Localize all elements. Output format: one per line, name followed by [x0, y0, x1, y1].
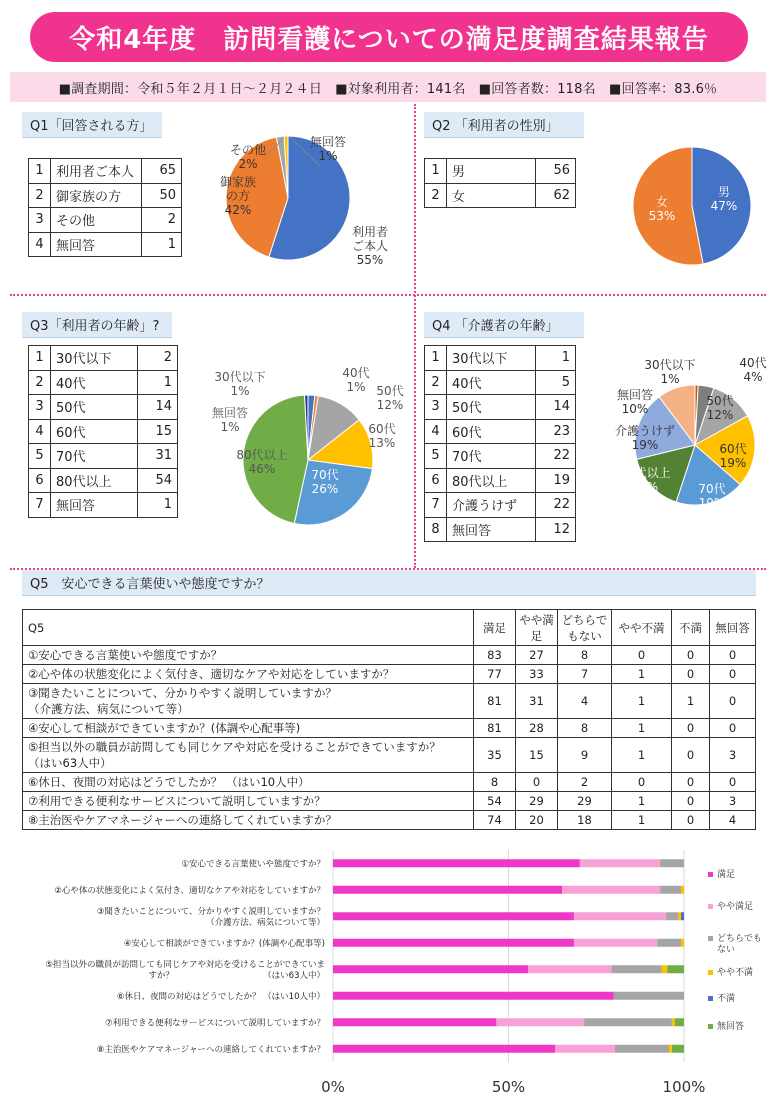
- cell-value: 1: [612, 792, 672, 811]
- divider-vertical: [414, 104, 416, 568]
- table-row: [425, 517, 576, 542]
- row-label: 50代: [447, 395, 536, 420]
- cell-value: 35: [474, 738, 516, 773]
- table-row: [425, 395, 576, 420]
- cell-value: 4: [710, 811, 756, 830]
- bar-segment: [574, 939, 657, 947]
- cell-value: 1: [612, 719, 672, 738]
- legend-swatch: [708, 936, 713, 941]
- cell-value: 0: [710, 773, 756, 792]
- row-value: 15: [138, 419, 178, 444]
- pie-label: 50代 12%: [376, 384, 404, 412]
- table-row: [23, 773, 756, 792]
- row-label: 介護うけず: [447, 493, 536, 518]
- row-value: 14: [138, 395, 178, 420]
- cell-value: 0: [672, 646, 710, 665]
- row-number: 1: [425, 346, 447, 371]
- bar-segment: [333, 1045, 555, 1053]
- table-row: [29, 370, 178, 395]
- cell-value: 20: [516, 811, 558, 830]
- question-text: ④安心して相談ができていますか？(体調や心配事等): [28, 721, 301, 735]
- bar-segment: [333, 992, 614, 1000]
- page-title: 令和4年度 訪問看護についての満足度調査結果報告: [30, 12, 748, 62]
- table-row: [29, 183, 182, 208]
- row-number: 4: [29, 419, 51, 444]
- q4-pie-chart: [595, 355, 773, 525]
- row-number: 4: [29, 232, 51, 257]
- cell-value: 8: [558, 719, 612, 738]
- cell-value: 33: [516, 665, 558, 684]
- pie-label: 男 47%: [710, 185, 738, 213]
- bar-segment: [555, 1045, 615, 1053]
- row-number: 1: [425, 159, 447, 184]
- pie-label: 50代 12%: [706, 394, 734, 422]
- q2-heading: Q2 「利用者の性別」: [424, 112, 584, 138]
- table-row: [425, 159, 576, 184]
- pie-label: 女 53%: [648, 195, 676, 223]
- question-label: [23, 792, 474, 811]
- table-row: [29, 159, 182, 184]
- bar-segment: [672, 1045, 684, 1053]
- row-value: 65: [142, 159, 182, 184]
- category-label: （介護方法、病気について等）: [206, 917, 325, 928]
- row-number: 4: [425, 419, 447, 444]
- question-label: [23, 684, 474, 719]
- bar-segment: [681, 939, 684, 947]
- category-label: ⑥休日、夜間の対応はどうでしたか？ （はい10人中）: [116, 991, 325, 1002]
- row-number: 7: [425, 493, 447, 518]
- cell-value: 0: [612, 646, 672, 665]
- pie-label: 80代以上 16%: [619, 466, 671, 494]
- x-tick-label: 50%: [491, 1078, 526, 1096]
- question-text: ⑧主治医やケアマネージャーへの連絡してくれていますか？: [28, 813, 337, 827]
- bar-segment: [584, 1018, 672, 1026]
- question-text: ③聞きたいことについて、分かりやすく説明していますか？: [28, 686, 337, 700]
- bar-segment: [612, 965, 662, 973]
- pie-label: 60代 19%: [719, 442, 747, 470]
- legend-label: ない: [717, 945, 736, 955]
- cell-value: 74: [474, 811, 516, 830]
- pie-label: 無回答 10%: [616, 388, 654, 416]
- bar-segment: [333, 939, 574, 947]
- bar-segment: [333, 859, 580, 867]
- cell-value: 31: [516, 684, 558, 719]
- pie-label: 無回答 1%: [211, 406, 249, 434]
- row-value: 2: [138, 346, 178, 371]
- table-row: [23, 719, 756, 738]
- pie-label: 無回答 1%: [309, 135, 347, 163]
- row-label: 70代: [51, 444, 138, 469]
- row-number: 5: [29, 444, 51, 469]
- cell-value: 8: [474, 773, 516, 792]
- pie-label: 30代以下 1%: [214, 370, 266, 398]
- legend-label: 無回答: [717, 1022, 745, 1032]
- row-label: その他: [51, 208, 142, 233]
- row-value: 22: [536, 493, 576, 518]
- row-label: 50代: [51, 395, 138, 420]
- bar-segment: [675, 1018, 684, 1026]
- table-row: [425, 183, 576, 208]
- row-label: 40代: [51, 370, 138, 395]
- row-number: 3: [29, 395, 51, 420]
- cell-value: 1: [672, 684, 710, 719]
- bar-segment: [672, 1018, 675, 1026]
- bar-segment: [615, 1045, 669, 1053]
- question-label: [23, 719, 474, 738]
- bar-segment: [333, 965, 528, 973]
- question-label: [23, 738, 474, 773]
- q5-heading: Q5 安心できる言葉使いや態度ですか？: [22, 570, 756, 596]
- q5-stacked-bar-chart: [0, 842, 778, 1100]
- row-label: 無回答: [51, 232, 142, 257]
- row-label: 60代: [51, 419, 138, 444]
- row-number: 1: [29, 346, 51, 371]
- row-number: 2: [425, 370, 447, 395]
- row-value: 2: [142, 208, 182, 233]
- table-row: [23, 738, 756, 773]
- cell-value: 29: [516, 792, 558, 811]
- row-value: 22: [536, 444, 576, 469]
- bar-segment: [614, 992, 684, 1000]
- question-label: [23, 646, 474, 665]
- bar-segment: [562, 886, 660, 894]
- cell-value: 0: [710, 646, 756, 665]
- row-value: 5: [536, 370, 576, 395]
- x-tick-label: 100%: [662, 1078, 706, 1096]
- column-header: どちらでもない: [558, 610, 612, 646]
- cell-value: 8: [558, 646, 612, 665]
- question-note: （介護方法、病気について等）: [28, 702, 189, 716]
- question-label: [23, 665, 474, 684]
- category-label: ③聞きたいことについて、分かりやすく説明していますか？: [96, 906, 325, 917]
- question-text: ②心や体の状態変化によく気付き、適切なケアや対応をしていますか？: [28, 667, 395, 681]
- question-text: ⑥休日、夜間の対応はどうでしたか？ （はい10人中）: [28, 775, 310, 789]
- q5-table-title: Q5: [23, 610, 474, 646]
- row-value: 14: [536, 395, 576, 420]
- divider-horizontal: [10, 294, 766, 296]
- table-row: [29, 493, 178, 518]
- question-note: （はい63人中）: [28, 756, 112, 770]
- q1-table: [28, 158, 182, 257]
- pie-label: 40代 1%: [342, 366, 370, 394]
- bar-segment: [528, 965, 612, 973]
- cell-value: 0: [672, 738, 710, 773]
- table-row: [23, 792, 756, 811]
- cell-value: 0: [672, 773, 710, 792]
- category-label: ①安心できる言葉使いや態度ですか？: [181, 859, 325, 870]
- legend-swatch: [708, 904, 713, 909]
- bar-segment: [681, 886, 684, 894]
- question-text: ⑤担当以外の職員が訪問しても同じケアや対応を受けることができていますか？: [28, 740, 441, 754]
- row-value: 54: [138, 468, 178, 493]
- row-label: 無回答: [51, 493, 138, 518]
- bar-segment: [580, 859, 660, 867]
- row-value: 1: [536, 346, 576, 371]
- cell-value: 77: [474, 665, 516, 684]
- bar-segment: [660, 886, 681, 894]
- question-label: [23, 773, 474, 792]
- legend-swatch: [708, 996, 713, 1001]
- row-label: 30代以下: [447, 346, 536, 371]
- legend-label: やや不満: [717, 968, 754, 978]
- pie-label: 70代 19%: [698, 482, 726, 510]
- category-label: すか？ （はい63人中）: [148, 970, 325, 981]
- legend-label: どちらでも: [717, 934, 762, 944]
- row-number: 7: [29, 493, 51, 518]
- bar-segment: [678, 912, 681, 920]
- row-label: 40代: [447, 370, 536, 395]
- cell-value: 0: [710, 665, 756, 684]
- q1-heading: Q1「回答される方」: [22, 112, 162, 138]
- row-label: 利用者ご本人: [51, 159, 142, 184]
- row-number: 2: [29, 183, 51, 208]
- legend-swatch: [708, 1024, 713, 1029]
- q2-pie-chart: [620, 140, 760, 275]
- cell-value: 27: [516, 646, 558, 665]
- cell-value: 1: [612, 811, 672, 830]
- cell-value: 0: [710, 719, 756, 738]
- table-row: [23, 811, 756, 830]
- question-text: ①安心できる言葉使いや態度ですか？: [28, 648, 223, 662]
- table-row: [29, 232, 182, 257]
- legend-swatch: [708, 970, 713, 975]
- row-value: 56: [536, 159, 576, 184]
- row-number: 2: [29, 370, 51, 395]
- pie-label: 40代 4%: [739, 356, 767, 384]
- table-row: [425, 370, 576, 395]
- pie-label: 介護うけず 19%: [614, 424, 676, 452]
- row-value: 62: [536, 183, 576, 208]
- row-label: 60代: [447, 419, 536, 444]
- row-label: 女: [447, 183, 536, 208]
- column-header: やや不満: [612, 610, 672, 646]
- cell-value: 2: [558, 773, 612, 792]
- table-row: [425, 468, 576, 493]
- row-value: 12: [536, 517, 576, 542]
- table-row: [29, 208, 182, 233]
- row-number: 3: [29, 208, 51, 233]
- q2-table: [424, 158, 576, 208]
- table-row: [23, 684, 756, 719]
- q4-heading: Q4 「介護者の年齢」: [424, 312, 584, 338]
- cell-value: 1: [612, 665, 672, 684]
- category-label: ⑦利用できる便利なサービスについて説明していますか？: [105, 1018, 325, 1029]
- bar-segment: [660, 859, 684, 867]
- cell-value: 0: [672, 719, 710, 738]
- cell-value: 7: [558, 665, 612, 684]
- cell-value: 0: [612, 773, 672, 792]
- q3-table: [28, 345, 178, 518]
- bar-segment: [681, 912, 684, 920]
- bar-segment: [333, 886, 562, 894]
- cell-value: 9: [558, 738, 612, 773]
- table-row: [425, 444, 576, 469]
- table-row: [29, 346, 178, 371]
- legend-label: 不満: [717, 994, 736, 1004]
- cell-value: 81: [474, 719, 516, 738]
- pie-label: 70代 26%: [311, 468, 339, 496]
- row-number: 5: [425, 444, 447, 469]
- row-label: 男: [447, 159, 536, 184]
- row-number: 6: [29, 468, 51, 493]
- pie-label: 30代以下 1%: [644, 358, 696, 386]
- q4-table: [424, 345, 576, 542]
- column-header: 満足: [474, 610, 516, 646]
- table-row: [29, 468, 178, 493]
- row-number: 3: [425, 395, 447, 420]
- category-label: ⑤担当以外の職員が訪問しても同じケアや対応を受けることができていま: [45, 959, 325, 970]
- column-header: 無回答: [710, 610, 756, 646]
- legend-label: 満足: [717, 870, 736, 880]
- cell-value: 81: [474, 684, 516, 719]
- cell-value: 0: [672, 811, 710, 830]
- cell-value: 54: [474, 792, 516, 811]
- row-number: 6: [425, 468, 447, 493]
- pie-label: 80代以上 46%: [236, 448, 288, 476]
- row-value: 1: [142, 232, 182, 257]
- table-row: [29, 419, 178, 444]
- row-value: 31: [138, 444, 178, 469]
- legend-label: やや満足: [717, 902, 754, 912]
- bar-segment: [666, 912, 678, 920]
- row-number: 8: [425, 517, 447, 542]
- q3-heading: Q3「利用者の年齢」?: [22, 312, 172, 338]
- survey-period: ■調査期間：令和５年２月１日～２月２４日 ■対象利用者：141名 ■回答者数：118名 ■回答率：83.6％: [10, 72, 766, 102]
- cell-value: 3: [710, 792, 756, 811]
- cell-value: 3: [710, 738, 756, 773]
- cell-value: 4: [558, 684, 612, 719]
- category-label: ⑧主治医やケアマネージャーへの連絡してくれていますか？: [96, 1044, 325, 1055]
- x-tick-label: 0%: [321, 1078, 345, 1096]
- cell-value: 29: [558, 792, 612, 811]
- row-label: 80代以上: [51, 468, 138, 493]
- cell-value: 0: [516, 773, 558, 792]
- bar-segment: [662, 965, 668, 973]
- bar-segment: [669, 1045, 672, 1053]
- column-header: やや満足: [516, 610, 558, 646]
- category-label: ②心や体の状態変化によく気付き、適切なケアや対応をしていますか？: [54, 885, 325, 896]
- row-value: 23: [536, 419, 576, 444]
- category-label: ④安心して相談ができていますか？(体調や心配事等): [123, 938, 325, 949]
- table-row: [425, 493, 576, 518]
- table-row: [425, 346, 576, 371]
- table-row: [29, 444, 178, 469]
- cell-value: 18: [558, 811, 612, 830]
- q5-table: [22, 609, 756, 830]
- q1-pie-chart: [200, 128, 410, 288]
- bar-segment: [657, 939, 681, 947]
- bar-segment: [333, 1018, 496, 1026]
- row-value: 50: [142, 183, 182, 208]
- question-text: ⑦利用できる便利なサービスについて説明していますか？: [28, 794, 326, 808]
- table-row: [425, 419, 576, 444]
- table-row: [23, 646, 756, 665]
- pie-label: その他 2%: [229, 143, 267, 171]
- table-row: [23, 665, 756, 684]
- row-number: 2: [425, 183, 447, 208]
- cell-value: 0: [672, 792, 710, 811]
- row-label: 御家族の方: [51, 183, 142, 208]
- row-label: 30代以下: [51, 346, 138, 371]
- row-value: 1: [138, 370, 178, 395]
- legend-swatch: [708, 872, 713, 877]
- row-label: 無回答: [447, 517, 536, 542]
- cell-value: 1: [612, 738, 672, 773]
- row-number: 1: [29, 159, 51, 184]
- pie-label: 御家族の方 42%: [219, 175, 257, 217]
- column-header: 不満: [672, 610, 710, 646]
- row-value: 1: [138, 493, 178, 518]
- cell-value: 83: [474, 646, 516, 665]
- question-label: [23, 811, 474, 830]
- pie-label: 60代 13%: [368, 422, 396, 450]
- table-row: [29, 395, 178, 420]
- bar-segment: [667, 965, 684, 973]
- cell-value: 0: [672, 665, 710, 684]
- cell-value: 15: [516, 738, 558, 773]
- row-value: 19: [536, 468, 576, 493]
- bar-segment: [496, 1018, 584, 1026]
- pie-label: 利用者ご本人 55%: [351, 225, 389, 267]
- cell-value: 0: [710, 684, 756, 719]
- bar-segment: [333, 912, 574, 920]
- row-label: 80代以上: [447, 468, 536, 493]
- q3-pie-chart: [190, 365, 410, 525]
- row-label: 70代: [447, 444, 536, 469]
- cell-value: 1: [612, 684, 672, 719]
- cell-value: 28: [516, 719, 558, 738]
- bar-segment: [574, 912, 666, 920]
